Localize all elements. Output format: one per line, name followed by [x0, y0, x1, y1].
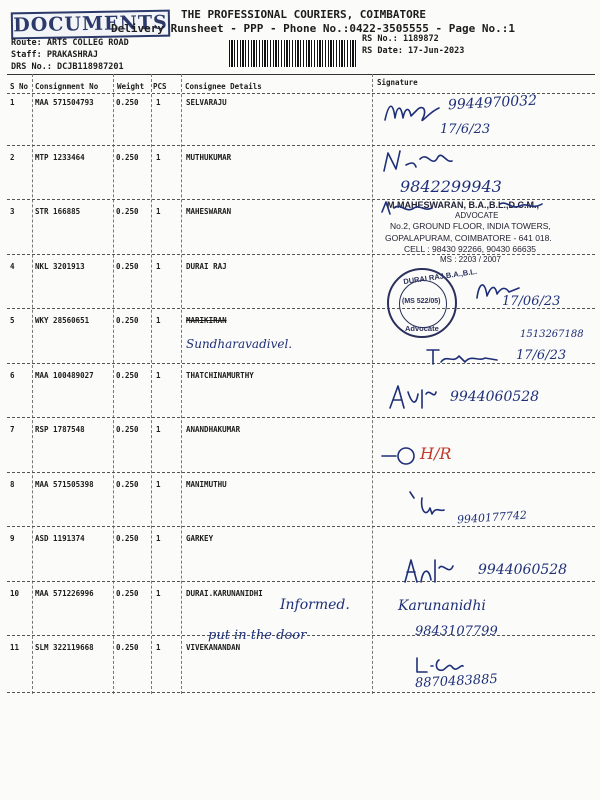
row-weight: 0.250: [116, 643, 139, 652]
barcode: [229, 40, 357, 67]
row-weight: 0.250: [116, 152, 139, 162]
row-consignment-no: STR 166885: [35, 207, 81, 216]
table-bottom-rule: [7, 692, 595, 693]
row-sno: 5: [10, 316, 15, 325]
column-divider: [32, 74, 33, 694]
row-consignee: DURAI RAJ: [186, 261, 227, 271]
row-pcs: 1: [156, 588, 161, 598]
signature-scribble: [408, 488, 448, 522]
row10-signature-name: Karunanidhi: [398, 598, 486, 614]
column-divider: [181, 74, 182, 694]
row-pcs: 1: [156, 261, 161, 271]
row-sno: 1: [10, 98, 15, 107]
signature-scribble: [383, 98, 443, 128]
row-pcs: 1: [156, 643, 161, 652]
row-divider: [7, 472, 595, 473]
row-pcs: 1: [156, 425, 161, 434]
row-consignment-no: WKY 28560651: [35, 316, 90, 325]
row-consignment-no: MAA 571504793: [35, 98, 94, 107]
row-consignment-no: MAA 100489027: [35, 370, 94, 380]
row6-phone: 9944060528: [450, 389, 540, 405]
seal-name: DURAI RAJ B.A.,B.L.: [402, 266, 478, 287]
row-consignee: MAHESWARAN: [186, 207, 232, 216]
row-weight: 0.250: [116, 588, 139, 598]
signature-scribble: [380, 145, 455, 175]
row-weight: 0.250: [116, 534, 139, 543]
row-sno: 3: [10, 207, 15, 216]
col-header-sno: S No: [10, 82, 29, 91]
row-sno: 4: [10, 261, 15, 271]
row-divider: [7, 145, 595, 146]
row-pcs: 1: [156, 479, 161, 489]
seal-role: Advocate: [405, 324, 439, 333]
signature-scribble: [380, 444, 420, 468]
row-weight: 0.250: [116, 316, 139, 325]
staff-label: Staff: PRAKASHRAJ: [11, 50, 98, 60]
row-consignee: VIVEKANANDAN: [186, 643, 241, 652]
row11-phone: 8870483885: [414, 671, 499, 692]
row-pcs: 1: [156, 534, 161, 543]
col-header-weight: Weight: [117, 82, 145, 91]
advocate-stamp-title: ADVOCATE: [455, 211, 499, 220]
column-divider: [113, 74, 114, 694]
advocate-stamp-city: GOPALAPURAM, COIMBATORE - 641 018.: [385, 233, 552, 243]
row-weight: 0.250: [116, 261, 139, 271]
row-sno: 8: [10, 479, 15, 489]
drs-number: DRS No.: DCJB118987201: [11, 62, 124, 72]
signature-scribble: [403, 556, 455, 586]
column-divider: [372, 74, 373, 694]
row-consignee: ANANDHAKUMAR: [186, 425, 241, 434]
row-consignment-no: NKL 3201913: [35, 261, 85, 271]
row-pcs: 1: [156, 207, 161, 216]
runsheet-subtitle: Delivery Runsheet - PPP - Phone No.:0422-3505555 - Page No.:1: [111, 22, 515, 35]
row-pcs: 1: [156, 370, 161, 380]
col-header-signature: Signature: [377, 78, 418, 87]
signature-scribble: [425, 346, 505, 368]
row-sno: 9: [10, 534, 15, 543]
row10-note-door: put in the door: [208, 628, 307, 643]
documents-stamp: DOCUMENTS: [11, 10, 170, 40]
row4-date: 17/06/23: [502, 294, 561, 309]
row-consignee: DURAI.KARUNANIDHI: [186, 588, 263, 598]
row-consignee: MARIKIRAN: [186, 316, 227, 325]
seal-ms: (MS 522/05): [402, 298, 441, 305]
row-consignee: THATCHINAMURTHY: [186, 370, 254, 380]
row7-mark: H/R: [420, 444, 452, 463]
row-weight: 0.250: [116, 370, 139, 380]
col-header-consignment: Consignment No: [35, 82, 99, 91]
advocate-stamp-address: No.2, GROUND FLOOR, INDIA TOWERS,: [390, 221, 551, 231]
row-consignee: SELVARAJU: [186, 98, 227, 107]
advocate-stamp-cell: CELL : 98430 92266, 90430 66635: [404, 244, 537, 254]
row-pcs: 1: [156, 152, 161, 162]
row-consignment-no: RSP 1787548: [35, 425, 85, 434]
row-weight: 0.250: [116, 207, 139, 216]
row-sno: 7: [10, 425, 15, 434]
route-label: Route: ARTS COLLEG ROAD: [11, 38, 129, 48]
row-consignee: MUTHUKUMAR: [186, 152, 232, 162]
rs-date: RS Date: 17-Jun-2023: [362, 46, 465, 56]
table-top-rule: [7, 74, 595, 75]
advocate-stamp-name: M.MAHESWARAN, B.A.,B.L.,D.C.M.,: [387, 200, 539, 210]
row-pcs: 1: [156, 98, 161, 107]
row-sno: 10: [10, 588, 20, 598]
row-divider: [7, 417, 595, 418]
advocate-stamp-ms: MS : 2203 / 2007: [440, 255, 501, 264]
rs-number: RS No.: 1189872: [362, 34, 439, 44]
row8-phone: 9940177742: [456, 508, 528, 527]
row-divider: [7, 363, 595, 364]
row10-note-informed: Informed.: [280, 597, 350, 613]
signature-scribble: [388, 380, 438, 414]
row-consignment-no: ASD 1191374: [35, 534, 85, 543]
row5-consignee-handwritten: Sundharavadivel.: [186, 337, 293, 351]
row-consignment-no: SLM 322119668: [35, 643, 94, 652]
row10-phone: 9843107799: [415, 624, 498, 639]
row-weight: 0.250: [116, 479, 139, 489]
row-divider: [7, 526, 595, 527]
row5-phone: 1513267188: [520, 329, 584, 340]
row-sno: 2: [10, 152, 15, 162]
row1-date: 17/6/23: [440, 122, 491, 137]
row-consignment-no: MTP 1233464: [35, 152, 85, 162]
col-header-pcs: PCS: [153, 82, 167, 91]
row-consignment-no: MAA 571505398: [35, 479, 94, 489]
row-consignee: MANIMUTHU: [186, 479, 227, 489]
signature-scribble: [415, 654, 465, 676]
row-divider: [7, 581, 595, 582]
row-sno: 11: [10, 643, 20, 652]
company-title: THE PROFESSIONAL COURIERS, COIMBATORE: [181, 8, 427, 21]
row1-phone: 9944970032: [447, 92, 538, 114]
column-divider: [151, 74, 152, 694]
advocate-seal: [387, 266, 478, 338]
row-consignee: GARKEY: [186, 534, 214, 543]
row9-phone: 9944060528: [478, 562, 568, 578]
row5-date: 17/6/23: [516, 348, 567, 363]
row-weight: 0.250: [116, 98, 139, 107]
row-consignment-no: MAA 571226996: [35, 588, 94, 598]
row-weight: 0.250: [116, 425, 139, 434]
row-sno: 6: [10, 370, 15, 380]
row2-phone: 9842299943: [400, 177, 502, 196]
col-header-consignee: Consignee Details: [185, 82, 262, 91]
signature-scribble: [380, 198, 550, 220]
row-pcs: 1: [156, 316, 161, 325]
